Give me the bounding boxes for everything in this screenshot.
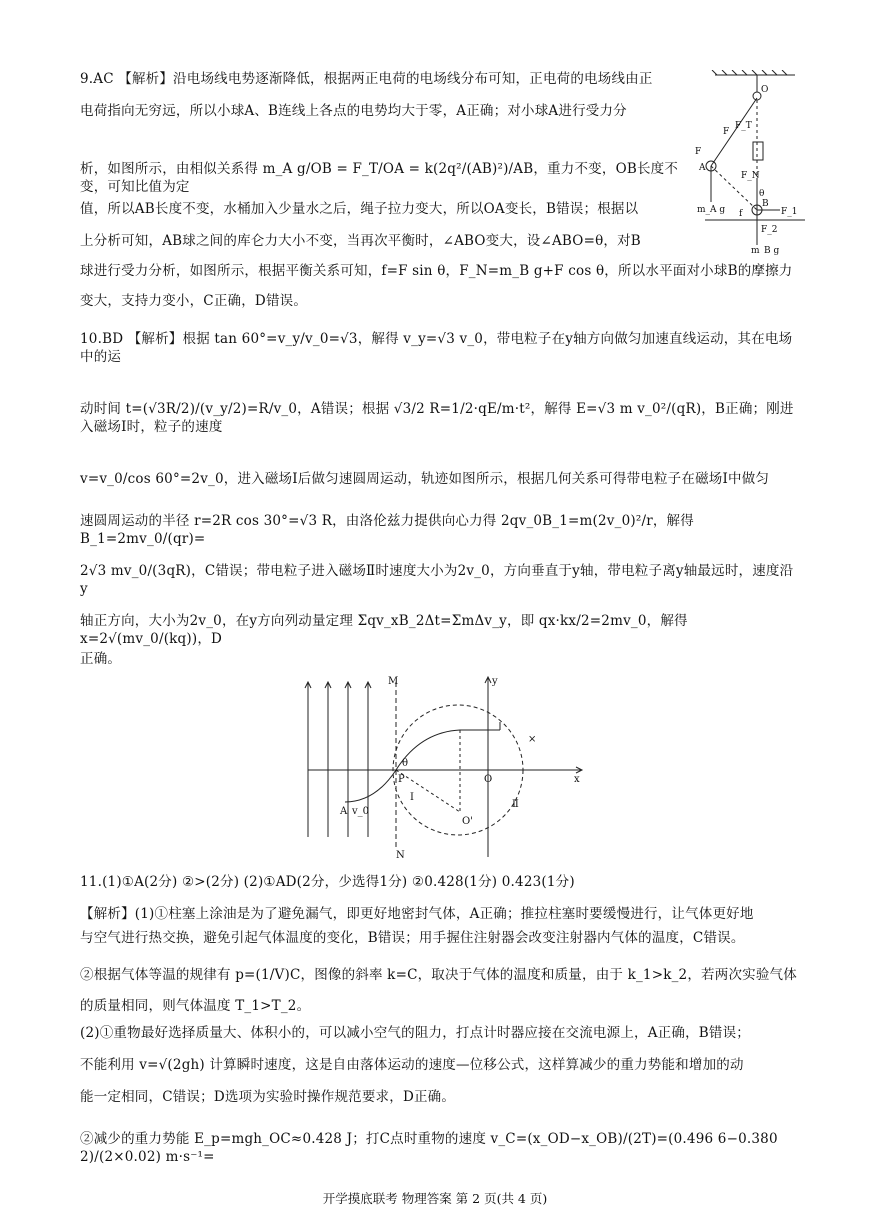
force-diagram-figure <box>695 70 807 255</box>
fig2-label: P <box>398 774 405 785</box>
fig1-label: B <box>762 199 769 209</box>
trajectory-figure <box>300 672 610 862</box>
fig1-label: F <box>695 147 702 157</box>
q9-line3: 析，如图所示，由相似关系得 m_A g/OB = F_T/OA = k(2q²/(AB)²)/AB，重力不变，OB长度不变，可知比值为定 <box>80 161 679 195</box>
q9-line2: 电荷指向无穷远，所以小球A、B连线上各点的电势均大于零，A正确；对小球A进行受力分 <box>80 103 627 119</box>
fig2-label: θ <box>402 758 409 769</box>
fig2-label: O <box>484 774 493 785</box>
q10-line7: 正确。 <box>80 651 122 667</box>
fig1-label: O <box>761 85 769 95</box>
q9-line4: 值，所以AB长度不变，水桶加入少量水之后，绳子拉力变大，所以OA变长，B错误；根据以 <box>80 201 639 217</box>
fig2-label: v_0 <box>352 806 370 817</box>
fig2-label: A <box>340 806 348 817</box>
fig2-label: Ⅱ <box>512 799 519 810</box>
q11-line: 【解析】(1)①柱塞上涂油是为了避免漏气，即更好地密封气体，A正确；推拉柱塞时要缓慢进行，让气体更好地 <box>80 906 754 922</box>
fig1-label: A <box>699 163 706 173</box>
q11-line: ②减少的重力势能 E_p=mgh_OC≈0.428 J；打C点时重物的速度 v_C=(x_OD−x_OB)/(2T)=(0.496 6−0.380 2)/(2×0.02) m·s⁻¹= <box>80 1131 778 1165</box>
q10-line3: v=v_0/cos 60°=2v_0，进入磁场Ⅰ后做匀速圆周运动，轨迹如图所示，根据几何关系可得带电粒子在磁场Ⅰ中做匀 <box>80 471 770 487</box>
page-footer: 开学摸底联考 物理答案 第 2 页(共 4 页) <box>322 1191 548 1206</box>
fig2-label: N <box>396 850 405 861</box>
fig1-label: F_T <box>735 121 752 131</box>
q9-line5: 上分析可知，AB球之间的库仑力大小不变，当再次平衡时，∠ABO变大，设∠ABO=θ，对B <box>80 233 641 249</box>
fig2-label: M <box>388 676 399 687</box>
fig1-label: m_B g <box>751 246 780 255</box>
fig1-label: F_1 <box>781 207 798 217</box>
q10-line2: 动时间 t=(√3R/2)/(v_y/2)=R/v_0，A错误；根据 √3/2 R=1/2·qE/m·t²，解得 E=√3 m v_0²/(qR)，B正确；刚进入磁场Ⅰ时，粒子的速度 <box>80 401 794 435</box>
q11-line: 能一定相同，C错误；D选项为实验时操作规范要求，D正确。 <box>80 1089 456 1105</box>
fig1-label: θ <box>759 189 765 199</box>
q11-line: ②根据气体等温的规律有 p=(1/V)C，图像的斜率 k=C，取决于气体的温度和质量，由于 k_1>k_2，若两次实验气体 <box>80 967 797 983</box>
q9-line6: 球进行受力分析，如图所示，根据平衡关系可知，f=F sin θ，F_N=m_B g+F cos θ，所以水平面对小球B的摩擦力 <box>80 263 793 279</box>
q11-line: 与空气进行热交换，避免引起气体温度的变化，B错误；用手握住注射器会改变注射器内气体的温度，C错误。 <box>80 930 745 946</box>
q10-line4: 速圆周运动的半径 r=2R cos 30°=√3 R，由洛伦兹力提供向心力得 2qv_0B_1=m(2v_0)²/r，解得 B_1=2mv_0/(qr)= <box>80 513 694 547</box>
fig1-label: F_2 <box>761 225 778 235</box>
fig2-label: Ⅰ <box>410 792 414 803</box>
fig1-label: F <box>723 127 730 137</box>
fig2-label: × <box>528 734 537 745</box>
q9-line7: 变大，支持力变小，C正确，D错误。 <box>80 293 308 309</box>
q11-line: (2)①重物最好选择质量大、体积小的，可以减小空气的阻力，打点计时器应接在交流电源上，A正确，B错误； <box>80 1025 750 1041</box>
fig1-label: m_A g <box>697 205 726 215</box>
q10-line5: 2√3 mv_0/(3qR)，C错误；带电粒子进入磁场Ⅱ时速度大小为2v_0，方向垂直于y轴，带电粒子离y轴最远时，速度沿y <box>80 563 794 597</box>
q11-answer: 11.(1)①A(2分) ②>(2分) (2)①AD(2分，少选得1分) ②0.428(1分) 0.423(1分) <box>80 874 575 890</box>
q10-line6: 轴正方向，大小为2v_0，在y方向列动量定理 Σqv_xB_2Δt=ΣmΔv_y，即 qx·kx/2=2mv_0，解得 x=2√(mv_0/(kq))，D <box>80 613 688 647</box>
fig2-label: y <box>492 676 498 687</box>
fig1-label: F_N <box>741 171 760 181</box>
q10-line1: 10.BD 【解析】根据 tan 60°=v_y/v_0=√3，解得 v_y=√3 v_0，带电粒子在y轴方向做匀加速直线运动，其在电场中的运 <box>80 331 793 365</box>
fig1-label: f <box>739 209 743 219</box>
fig2-label: O' <box>462 816 473 827</box>
fig2-label: x <box>574 774 580 785</box>
q11-line: 的质量相同，则气体温度 T_1>T_2。 <box>80 998 311 1014</box>
q11-line: 不能利用 v=√(2gh) 计算瞬时速度，这是自由落体运动的速度—位移公式，这样算减少的重力势能和增加的动 <box>80 1057 744 1073</box>
q9-line1: 9.AC 【解析】沿电场线电势逐渐降低，根据两正电荷的电场线分布可知，正电荷的电场线由正 <box>80 71 653 87</box>
